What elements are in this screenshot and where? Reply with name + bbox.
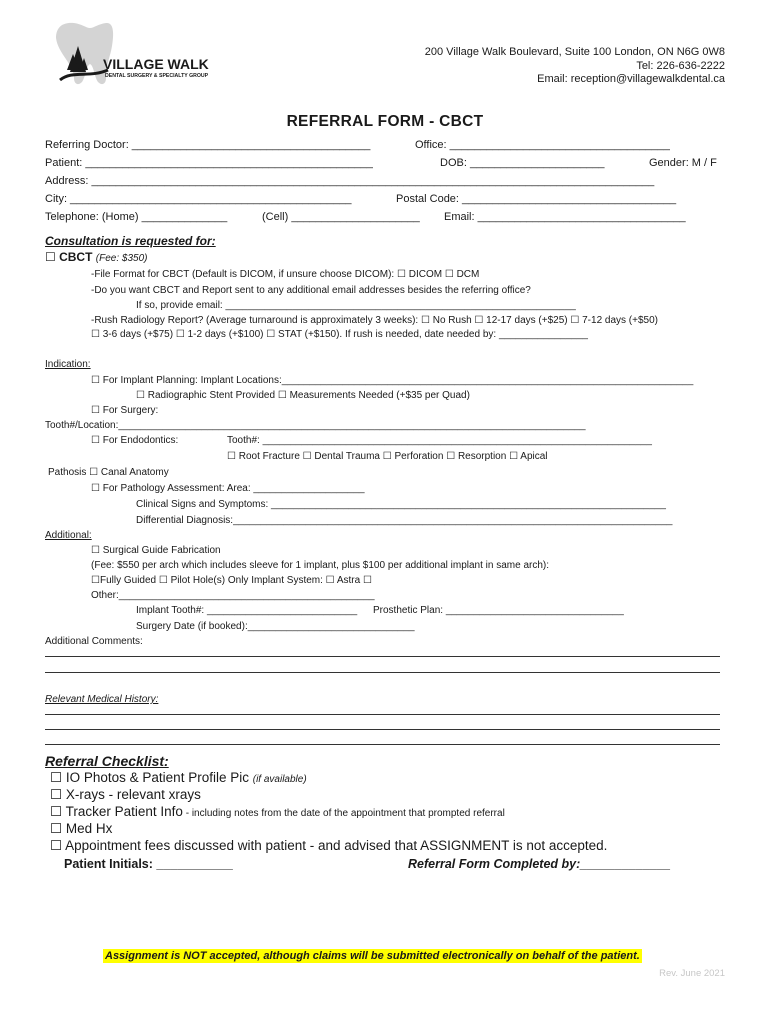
checklist-item[interactable] [50,803,505,820]
other-field[interactable]: Other:______________________________________________ [91,590,375,601]
clinic-address: 200 Village Walk Boulevard, Suite 100 London, ON N6G 0W8 [424,46,725,58]
checklist-item[interactable] [50,820,112,837]
checklist-item-note: (if available) [252,774,307,785]
cbct-fee: (Fee: $350) [95,253,148,264]
provide-email-field[interactable]: If so, provide email: _______________________________________________________________ [136,300,576,311]
clinic-logo [50,20,225,90]
checklist-item-text: Tracker Patient Info [65,804,183,819]
city-field[interactable]: City: ______________________________________________ [45,193,352,205]
cbct-checkbox[interactable]: ☐ [45,250,60,264]
tooth-location-field[interactable]: Tooth#/Location:____________________________________________________________________________________ [45,420,586,431]
additional-comments-label: Additional Comments: [45,636,143,647]
surgery-option[interactable]: ☐ For Surgery: [91,405,159,416]
telephone-cell-field[interactable]: (Cell) _____________________ [262,211,420,223]
medical-history-line-3[interactable] [45,744,720,745]
pathology-assessment-line[interactable]: ☐ For Pathology Assessment: Area: ____________________ [91,483,365,494]
form-title: REFERRAL FORM - CBCT [286,113,484,130]
prosthetic-plan-field[interactable]: Prosthetic Plan: ________________________________ [373,605,624,616]
surgical-guide-fee-note: (Fee: $550 per arch which includes sleeve for 1 implant, plus $100 per additional implant in same arch): [91,560,550,571]
referring-doctor-field[interactable]: Referring Doctor: _______________________________________ [45,139,371,151]
checklist-item-text: IO Photos & Patient Profile Pic [65,770,249,785]
gender-field[interactable]: Gender: M / F [649,157,717,169]
clinic-phone: Tel: 226-636-2222 [636,60,725,72]
file-format-line[interactable]: -File Format for CBCT (Default is DICOM, if unsure choose DICOM): ☐ DICOM ☐ DCM [91,269,480,280]
tooth-tree-logo-icon [50,20,225,90]
rush-report-line-2[interactable]: ☐ 3-6 days (+$75) ☐ 1-2 days (+$100) ☐ STAT (+$150). If rush is needed, date needed by: ________________ [91,329,588,340]
pathosis-line[interactable]: Pathosis ☐ Canal Anatomy [48,467,169,478]
checklist-item-text: Med Hx [65,821,113,836]
checklist-checkbox[interactable]: ☐ [50,770,63,785]
rush-report-line-1[interactable]: -Rush Radiology Report? (Average turnaround is approximately 3 weeks): ☐ No Rush ☐ 12-17 days (+$25) ☐ 7-12 days (+$50) [91,315,658,326]
patient-initials-field[interactable]: Patient Initials: ___________ [64,857,233,871]
comments-line-1[interactable] [45,656,720,657]
checklist-checkbox[interactable]: ☐ [50,787,63,802]
checklist-item[interactable] [50,786,201,803]
checklist-item-text: X-rays - relevant xrays [65,787,201,802]
telephone-home-field[interactable]: Telephone: (Home) ______________ [45,211,228,223]
checklist-heading: Referral Checklist: [45,753,169,769]
medical-history-line-1[interactable] [45,714,720,715]
postal-code-field[interactable]: Postal Code: ___________________________________ [396,193,677,205]
patient-field[interactable]: Patient: _______________________________________________ [45,157,373,169]
endo-options-line[interactable]: ☐ Root Fracture ☐ Dental Trauma ☐ Perforation ☐ Resorption ☐ Apical [227,451,548,462]
surgical-guide-option[interactable]: ☐ Surgical Guide Fabrication [91,545,221,556]
logo-tagline: DENTAL SURGERY & SPECIALTY GROUP [105,73,209,79]
address-field[interactable]: Address: ____________________________________________________________________________________________ [45,175,655,187]
endodontics-option[interactable]: ☐ For Endodontics: [91,435,179,446]
checklist-item-note: - including notes from the date of the appointment that prompted referral [182,808,505,819]
email-field[interactable]: Email: __________________________________ [444,211,686,223]
comments-line-2[interactable] [45,672,720,673]
checklist-item-text: Appointment fees discussed with patient - and advised that ASSIGNMENT is not accepted. [65,838,608,853]
assignment-banner: Assignment is NOT accepted, although claims will be submitted electronically on behalf of the patient. [105,950,640,962]
additional-heading: Additional: [45,530,92,541]
guide-type-options[interactable]: ☐Fully Guided ☐ Pilot Hole(s) Only Implant System: ☐ Astra ☐ [91,575,372,586]
stent-options-line[interactable]: ☐ Radiographic Stent Provided ☐ Measurements Needed (+$35 per Quad) [136,390,470,401]
dob-field[interactable]: DOB: ______________________ [440,157,605,169]
differential-diagnosis-field[interactable]: Differential Diagnosis:_______________________________________________________________________________ [136,515,673,526]
revision-date: Rev. June 2021 [659,968,725,979]
checklist-checkbox[interactable]: ☐ [50,838,63,853]
office-field[interactable]: Office: ____________________________________ [415,139,670,151]
checklist-item[interactable] [50,837,607,854]
checklist-item[interactable] [50,769,307,786]
implant-planning-line[interactable]: ☐ For Implant Planning: Implant Locations:__________________________________________________________________________ [91,375,694,386]
consultation-heading: Consultation is requested for: [45,234,216,248]
cbct-label: CBCT [59,250,93,264]
implant-tooth-field[interactable]: Implant Tooth#: ___________________________ [136,605,358,616]
clinic-email: Email: reception@villagewalkdental.ca [537,73,725,85]
checklist-checkbox[interactable]: ☐ [50,821,63,836]
medical-history-line-2[interactable] [45,729,720,730]
cbct-option[interactable] [45,250,147,265]
indication-heading: Indication: [45,359,91,370]
checklist-checkbox[interactable]: ☐ [50,804,63,819]
send-report-question: -Do you want CBCT and Report sent to any additional email addresses besides the referring office? [91,285,531,296]
surgery-date-field[interactable]: Surgery Date (if booked):______________________________ [136,621,415,632]
logo-name: VILLAGE WALK [103,56,209,72]
completed-by-field[interactable]: Referral Form Completed by:_____________ [408,857,671,871]
medical-history-heading: Relevant Medical History: [45,694,159,705]
clinical-signs-field[interactable]: Clinical Signs and Symptoms: _______________________________________________________________________ [136,499,666,510]
endo-tooth-field[interactable]: Tooth#: ______________________________________________________________________ [227,435,652,446]
